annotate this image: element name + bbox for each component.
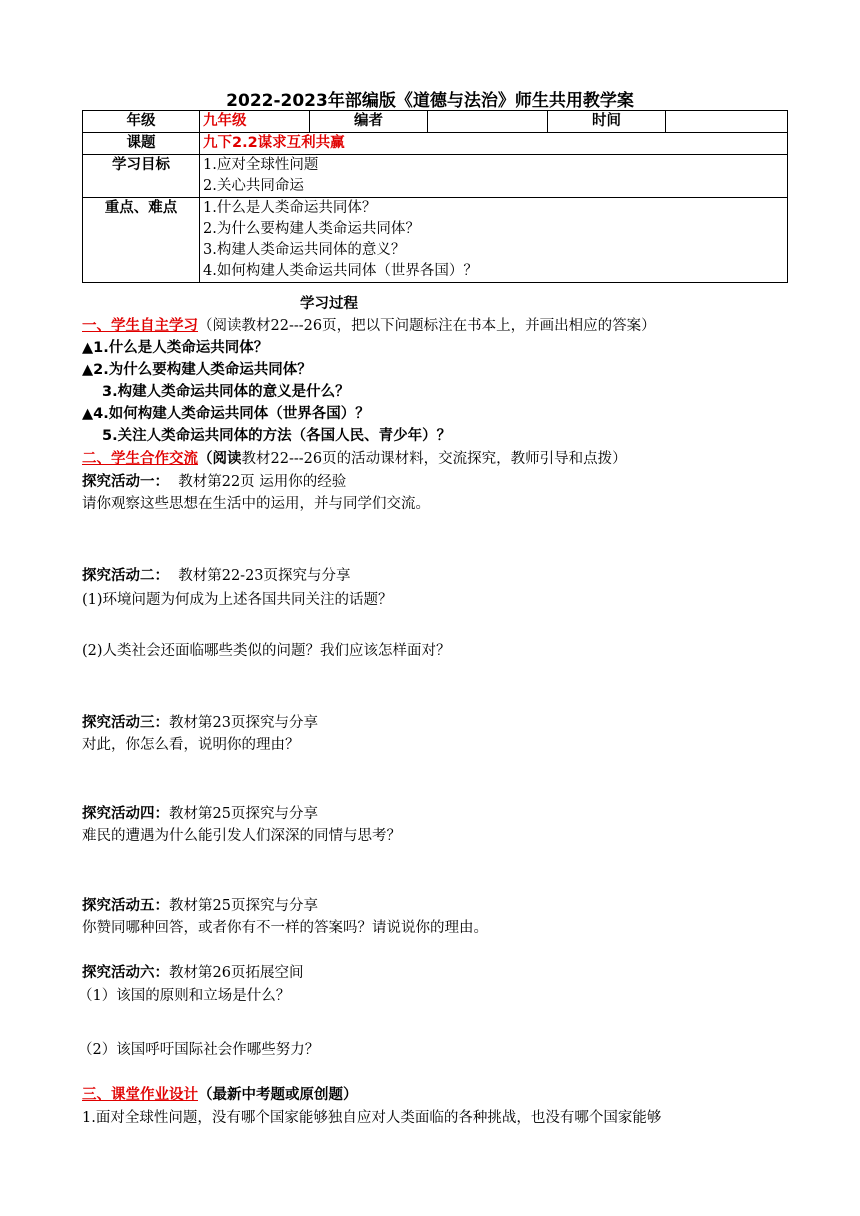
section2-note: 教材22---26页的活动课材料，交流探究，教师引导和点拨） <box>241 451 627 467</box>
process-title: 学习过程 <box>300 296 358 312</box>
section2-note-bold: （阅读 <box>198 451 242 467</box>
activity-label: 探究活动三： <box>82 715 169 731</box>
section3-heading: 三、课堂作业设计 <box>82 1087 198 1103</box>
activity-question: 难民的遭遇为什么能引发人们深深的同情与思考？ <box>82 828 401 844</box>
section1-item: ▲1.什么是人类命运共同体？ <box>82 340 269 356</box>
activity-ref: 教材第22页 运用你的经验 <box>178 474 347 490</box>
time-value <box>666 111 788 133</box>
key-points-list <box>200 198 788 283</box>
activity-5-header <box>82 896 318 917</box>
activity-question: （2）该国呼吁国际社会作哪些努力？ <box>78 1042 320 1058</box>
table-row-topic <box>83 133 788 155</box>
activity-3-header <box>82 713 318 734</box>
section1-item: 3.构建人类命运共同体的意义是什么？ <box>102 384 350 400</box>
topic-label: 课题 <box>83 133 200 155</box>
editor-value <box>428 111 548 133</box>
grade-label: 年级 <box>83 111 200 133</box>
activity-2-header <box>82 566 351 587</box>
activity-label: 探究活动五： <box>82 898 169 914</box>
section1-heading: 一、学生自主学习 <box>82 318 198 334</box>
key-point-item: 2.为什么要构建人类命运共同体？ <box>203 221 420 237</box>
activity-ref: 教材第22-23页探究与分享 <box>178 568 351 584</box>
activity-label: 探究活动一： <box>82 474 169 490</box>
lesson-info-table <box>82 110 788 283</box>
goals-list <box>200 155 788 198</box>
key-points-label: 重点、难点 <box>83 198 200 283</box>
section3-note: （最新中考题或原创题） <box>198 1087 358 1103</box>
activity-question: (1)环境问题为何成为上述各国共同关注的话题？ <box>82 592 393 608</box>
activity-label: 探究活动二： <box>82 568 169 584</box>
activity-question: 请你观察这些思想在生活中的运用，并与同学们交流。 <box>82 496 430 512</box>
goal-item: 2.关心共同命运 <box>203 178 304 194</box>
grade-value: 九年级 <box>200 111 310 133</box>
activity-ref: 教材第25页探究与分享 <box>169 898 318 914</box>
activity-ref: 教材第23页探究与分享 <box>169 715 318 731</box>
activity-ref: 教材第26页拓展空间 <box>169 965 304 981</box>
section1-note: （阅读教材22---26页，把以下问题标注在书本上，并画出相应的答案） <box>198 318 656 334</box>
activity-6-header <box>82 963 303 984</box>
activity-question: (2)人类社会还面临哪些类似的问题？我们应该怎样面对？ <box>82 643 451 659</box>
table-row-key-points <box>83 198 788 283</box>
section1-item: 5.关注人类命运共同体的方法（各国人民、青少年）？ <box>102 428 452 444</box>
activity-label: 探究活动四： <box>82 806 169 822</box>
key-point-item: 3.构建人类命运共同体的意义？ <box>203 242 406 258</box>
activity-question: 对此，你怎么看，说明你的理由？ <box>82 737 300 753</box>
table-row-goals <box>83 155 788 198</box>
section1-item: ▲2.为什么要构建人类命运共同体？ <box>82 362 312 378</box>
activity-4-header <box>82 804 318 825</box>
section2-heading: 二、学生合作交流 <box>82 451 198 467</box>
activity-1-header <box>82 472 346 493</box>
goal-item: 1.应对全球性问题 <box>203 157 319 173</box>
section3-question: 1.面对全球性问题，没有哪个国家能够独自应对人类面临的各种挑战，也没有哪个国家能够 <box>82 1110 662 1126</box>
key-point-item: 4.如何构建人类命运共同体（世界各国）？ <box>203 263 478 279</box>
key-point-item: 1.什么是人类命运共同体？ <box>203 200 377 216</box>
section1-heading-line <box>82 316 656 337</box>
goals-label: 学习目标 <box>83 155 200 198</box>
section2-heading-line <box>82 449 627 470</box>
time-label: 时间 <box>548 111 666 133</box>
activity-question: （1）该国的原则和立场是什么？ <box>78 988 291 1004</box>
activity-question: 你赞同哪种回答，或者你有不一样的答案吗？请说说你的理由。 <box>82 920 488 936</box>
topic-value: 九下2.2谋求互利共赢 <box>200 133 788 155</box>
activity-label: 探究活动六： <box>82 965 169 981</box>
document-title: 2022-2023年部编版《道德与法治》师生共用教学案 <box>226 91 634 111</box>
activity-ref: 教材第25页探究与分享 <box>169 806 318 822</box>
table-row-grade <box>83 111 788 133</box>
editor-label: 编者 <box>310 111 428 133</box>
section1-item: ▲4.如何构建人类命运共同体（世界各国）？ <box>82 406 370 422</box>
section3-heading-line <box>82 1085 358 1106</box>
